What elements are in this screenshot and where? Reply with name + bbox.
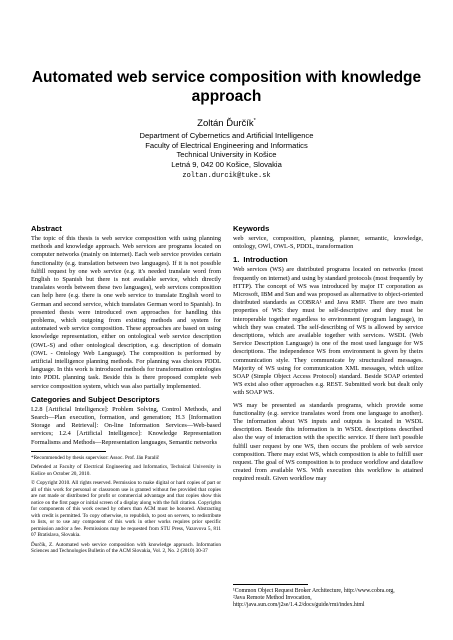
- affiliation-line: Department of Cybernetics and Artificial Intelligence: [139, 131, 314, 141]
- footnotes: [233, 580, 423, 610]
- affiliation-line: Faculty of Electrical Engineering and Informatics: [145, 140, 308, 150]
- section-number: 1.: [233, 255, 240, 265]
- footnote-1: ¹Common Object Request Broker Architecture, http://www.cobra.org,: [233, 588, 395, 594]
- right-column: [233, 224, 423, 488]
- abstract-text: The topic of this thesis is web service composition with using planning methods and knowledge approach. Web services are programs located on computer networks (mainly on internet). Each web service provides certain functionality (e.g. translation between two languages). If it is not possible fulfill request by one web service (e.g. it's needed translate word from English to Spanish but there is not available service, which directly translates words between these two languages), web services composition can help here (e.g. there is one web service to translate English word to German and second service, which translates German word to Spanish). In presented thesis were introduced own approaches for handling this problems, which outgoing from existing methods and system for automated web service composition. These approaches are based on using knowledge representation, either on ontological web service description (OWL-S) and other ontological description, e.g. description of domain (OWL - Ontology Web Language). The composition is performed by artificial intelligence planning methods. For planning was choices PDDL language. In this work is introduced methods for transformation ontologies into PDDL planning task. Beside this is there proposed complete web service composition system, which was also partially implemented.: [31, 235, 221, 390]
- author-name-text: Zoltán Ďurčík: [197, 118, 254, 130]
- keywords-text: web service, composition, planning, planner, semantic, knowledge, ontology, OWl, OWL-S, PDDL, transformation: [233, 235, 423, 251]
- recommended-note: *Recommended by thesis supervisor: Assoc. Prof. Ján Paralič: [31, 454, 160, 461]
- author-email[interactable]: zoltan.durcik@tuke.sk: [182, 171, 271, 180]
- author-block: [0, 115, 453, 181]
- author-footnote-mark: *: [253, 118, 256, 124]
- keywords-heading: Keywords: [233, 224, 270, 233]
- paper-title: Automated web service composition with knowledge approach: [31, 69, 422, 105]
- affiliation-line: Technical University in Košice: [176, 150, 277, 160]
- author-name: [0, 115, 453, 130]
- citation-note: Ďurčík, Z. Automated web service composition with knowledge approach. Information Sciences and Technologies Bulletin of the ACM Slovakia, Vol. 2, No. 2 (2010) 30-37: [31, 541, 221, 555]
- introduction-paragraph-2: WS may be presented as standards programs, which provide some functionality (e.g. service translates word from one language to another). The information about WS inputs and outputs is located in WSDL description. Beside this information is in WSDL descriptions described also the way of interaction with the specific service. If there isn't possible fulfill user request by one WS, then occurs the problem of web service composition. There may exist WS, which composition is able to fulfill user request. The goal of WS composition is to produce workflow and dataflow created from available WS. With execution this workflow is attained required result. Given workflow may: [233, 401, 423, 483]
- affiliation-line: Letná 9, 042 00 Košice, Slovakia: [171, 159, 282, 169]
- abstract-heading: Abstract: [31, 224, 62, 233]
- section-title: Introduction: [243, 255, 288, 265]
- introduction-paragraph-1: Web services (WS) are distributed programs located on networks (most frequently on internet) and using by standard protocols (most frequently by HTTP). The concept of WS was introduced by major IT corporation as Microsoft, IBM and Sun and was proposed as alternative to object-oriented distributed standards as COBRA¹ and Java RMI². There are two main properties of WS: they must be self-descriptive and they must be interoperable together regardless to environment (program language), in which they was created. The self-describing of WS is allowed by service descriptions, which are available together with services. WSDL (Web Service Description Language) is one of the most used language for WS descriptions. The independence WS from environment is given by theirs communication style. They communicate by structuralized messages. Majority of WS using for communication XML messages, which utilize SOAP (Simple Object Access Protocol) standard. Beside SOAP oriented WS exist also other approaches e.g. REST. Submitted work but dealt only with SOAP WS.: [233, 266, 423, 397]
- categories-heading: Categories and Subject Descriptors: [31, 394, 160, 404]
- copyright-note: © Copyright 2010. All rights reserved. Permission to make digital or hard copies of part or all of this work for personal or classroom use is granted without fee provided that copies are not made or distributed for profit or commercial advantage and that copies show this notice on the first page or initial screen of a display along with the full citation. Copyrights for components of this work owned by others than ACM must be honored. Abstracting with credit is permitted. To copy otherwise, to republish, to post on servers, to redistribute to lists, or to use any component of this work in other works requires prior specific permission and/or a fee. Permissions may be requested from STU Press, Vazovova 5, 811 07 Bratislava, Slovakia.: [31, 480, 221, 539]
- footnote-rule: [233, 584, 308, 585]
- left-column: [31, 224, 221, 558]
- introduction-heading: [233, 255, 423, 264]
- footnote-2: ²Java Remote Method Invocation, http://java.sun.com/j2se/1.4.2/docs/guide/rmi/index.html: [233, 595, 365, 609]
- footnote-rule: [31, 451, 106, 452]
- categories-text: I.2.8 [Artificial Intelligence]: Problem Solving, Control Methods, and Search—Plan execution, formation, and generation; H.3 [Information Storage and Retrieval]: On-line Information Services—Web-based services; I.2.4 [Artificial Intelligence]: Knowledge Representation Formalisms and Methods—Representation languages, Semantic networks: [31, 405, 221, 446]
- defended-note: Defended at Faculty of Electrical Engineering and Informatics, Technical University in Košice on October 20, 2010.: [31, 464, 221, 477]
